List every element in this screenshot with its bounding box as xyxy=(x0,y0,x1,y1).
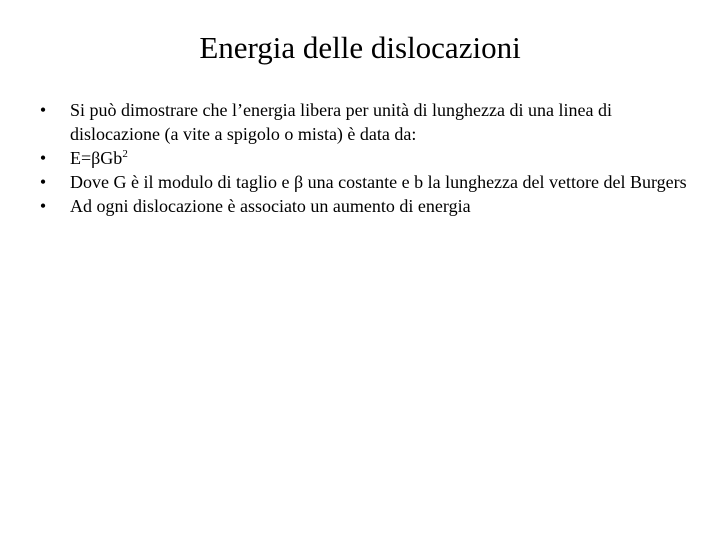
bullet-item-energy-definition xyxy=(36,98,696,146)
bullet-item-energy-increase xyxy=(36,194,696,218)
bullet-text: Si può dimostrare che l’energia libera per unità di lunghezza di una linea di dislocazione (a vite a spigolo o mista) è data da: xyxy=(70,100,612,144)
energy-formula xyxy=(70,148,128,168)
bullet-marker: • xyxy=(39,172,47,192)
bullet-list xyxy=(36,98,696,218)
bullet-item-formula xyxy=(36,146,696,170)
bullet-marker: • xyxy=(39,148,47,168)
formula-exponent: 2 xyxy=(122,148,128,160)
formula-main: E=βGb xyxy=(70,148,123,168)
bullet-text: Dove G è il modulo di taglio e β una costante e b la lunghezza del vettore del Burgers xyxy=(70,172,687,192)
bullet-text: Ad ogni dislocazione è associato un aumento di energia xyxy=(70,196,471,216)
bullet-marker: • xyxy=(39,196,47,216)
bullet-item-symbols xyxy=(36,170,696,194)
bullet-marker: • xyxy=(39,100,47,120)
slide-title: Energia delle dislocazioni xyxy=(199,30,521,65)
